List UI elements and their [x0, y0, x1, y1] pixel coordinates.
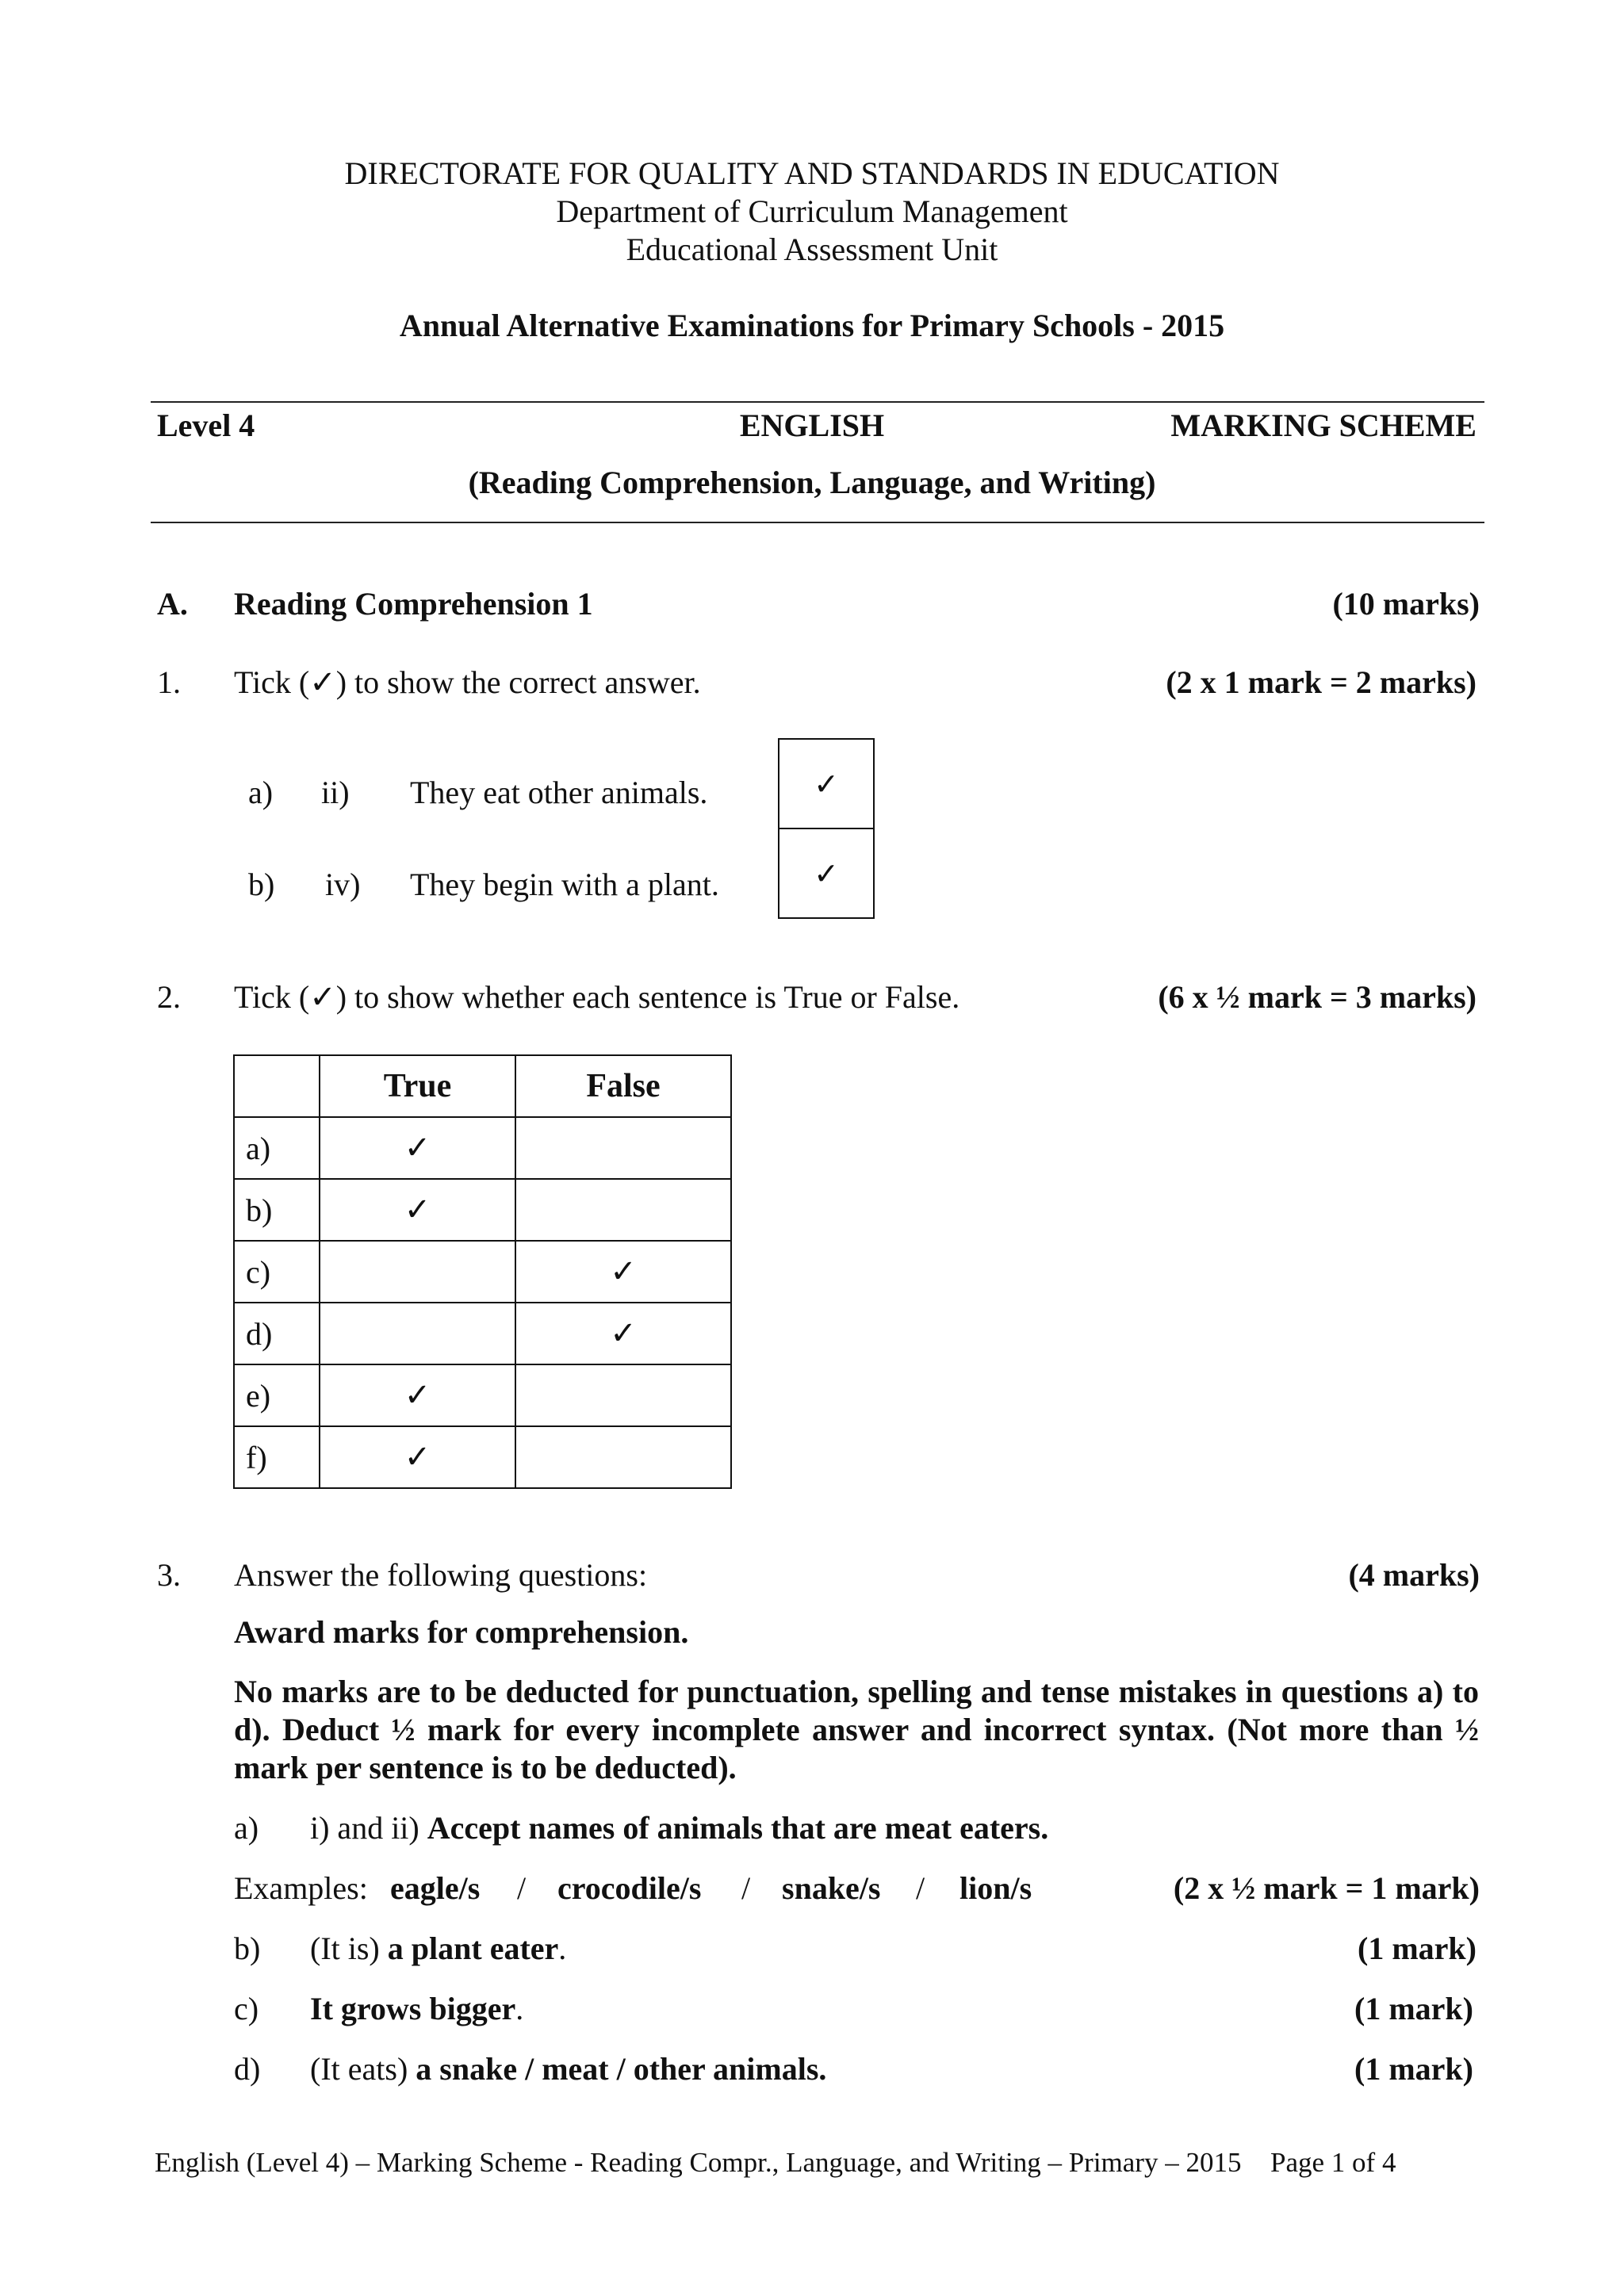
q1-number: 1.	[157, 664, 181, 700]
q3-marks: (4 marks)	[1348, 1557, 1480, 1593]
q3d-marks: (1 mark)	[1354, 2051, 1473, 2087]
example-item: crocodile/s	[557, 1870, 702, 1906]
q3b-suffix: .	[558, 1931, 567, 1966]
example-separator: /	[517, 1870, 527, 1906]
q3d-line	[310, 2051, 826, 2087]
example-separator: /	[916, 1870, 925, 1906]
award-note: Award marks for comprehension.	[234, 1614, 689, 1650]
q1-tick-box	[778, 738, 875, 829]
examples-label: Examples:	[234, 1870, 368, 1906]
bottom-rule	[151, 522, 1484, 523]
level-label: Level 4	[157, 408, 255, 443]
false-cell: ✓	[515, 1303, 731, 1364]
doc-type-label: MARKING SCHEME	[1170, 408, 1477, 443]
q1-answer-roman: ii)	[321, 775, 350, 810]
table-row	[234, 1179, 731, 1241]
true-cell	[320, 1241, 515, 1303]
deduction-note: No marks are to be deducted for punctuation, spelling and tense mistakes in questions a) to d). Deduct ½ mark for every incomplete answer and incorrect syntax. (Not more than ½ mark per sentence is to be deducted).	[234, 1674, 1479, 1785]
true-false-table	[233, 1054, 732, 1489]
top-rule	[151, 401, 1484, 403]
table-row	[234, 1364, 731, 1426]
q3-instruction: Answer the following questions:	[234, 1557, 648, 1593]
example-item: snake/s	[782, 1870, 881, 1906]
q3c-line	[310, 1991, 523, 2027]
q1-instruction: Tick (✓) to show the correct answer.	[234, 664, 701, 700]
q1-tick-box	[778, 828, 875, 919]
true-cell: ✓	[320, 1364, 515, 1426]
q3c-suffix: .	[515, 1991, 524, 2026]
q1-answer-letter: b)	[248, 867, 275, 902]
q1-marks: (2 x 1 mark = 2 marks)	[1166, 664, 1477, 700]
true-cell: ✓	[320, 1117, 515, 1179]
false-cell: ✓	[515, 1241, 731, 1303]
check-icon: ✓	[814, 855, 839, 891]
row-label: a)	[234, 1117, 320, 1179]
q3b-marks: (1 mark)	[1358, 1931, 1477, 1966]
table-row	[234, 1241, 731, 1303]
q3a-text: Accept names of animals that are meat eaters.	[427, 1810, 1049, 1846]
q2-instruction: Tick (✓) to show whether each sentence is True or False.	[234, 979, 960, 1015]
false-cell	[515, 1117, 731, 1179]
true-header: True	[320, 1055, 515, 1117]
true-cell	[320, 1303, 515, 1364]
row-label: f)	[234, 1426, 320, 1488]
true-cell: ✓	[320, 1426, 515, 1488]
q2-marks: (6 x ½ mark = 3 marks)	[1158, 979, 1477, 1015]
q1-answer-letter: a)	[248, 775, 274, 810]
q3a-line	[310, 1810, 1048, 1846]
exam-title: Annual Alternative Examinations for Primary Schools - 2015	[399, 308, 1225, 343]
example-item: eagle/s	[390, 1870, 481, 1906]
section-title: Reading Comprehension 1	[234, 586, 593, 622]
table-header-row	[234, 1055, 731, 1117]
table-row	[234, 1426, 731, 1488]
example-separator: /	[741, 1870, 751, 1906]
department-heading: Department of Curriculum Management	[556, 193, 1068, 229]
q3c-answer: It grows bigger	[310, 1991, 516, 2026]
false-cell	[515, 1426, 731, 1488]
directorate-heading: DIRECTORATE FOR QUALITY AND STANDARDS IN EDUCATION	[344, 155, 1280, 191]
q3c-marks: (1 mark)	[1354, 1991, 1473, 2026]
q3b-prefix: (It is)	[310, 1931, 380, 1966]
row-label: c)	[234, 1241, 320, 1303]
unit-heading: Educational Assessment Unit	[626, 232, 998, 267]
q1-answer-roman: iv)	[325, 867, 361, 902]
paper-subtitle: (Reading Comprehension, Language, and Writing)	[468, 465, 1156, 500]
table-row	[234, 1117, 731, 1179]
q3b-line	[310, 1931, 566, 1967]
table-row	[234, 1303, 731, 1364]
row-label: e)	[234, 1364, 320, 1426]
q3a-marks: (2 x ½ mark = 1 mark)	[1173, 1870, 1480, 1906]
section-marks: (10 marks)	[1332, 586, 1480, 622]
subject-label: ENGLISH	[739, 408, 885, 443]
check-icon: ✓	[814, 766, 839, 802]
q3a-prefix: i) and ii)	[310, 1810, 419, 1846]
false-header: False	[515, 1055, 731, 1117]
row-label: b)	[234, 1179, 320, 1241]
q3b-letter: b)	[234, 1931, 261, 1966]
footer-text: English (Level 4) – Marking Scheme - Reading Compr., Language, and Writing – Primary – 2015	[155, 2147, 1242, 2178]
q2-number: 2.	[157, 979, 181, 1015]
section-letter: A.	[157, 586, 188, 622]
q3d-letter: d)	[234, 2051, 261, 2087]
table-corner-cell	[234, 1055, 320, 1117]
q3d-prefix: (It eats)	[310, 2051, 408, 2087]
page-number: Page 1 of 4	[1270, 2147, 1396, 2178]
q3b-answer: a plant eater	[387, 1931, 559, 1966]
q3a-letter: a)	[234, 1810, 259, 1846]
false-cell	[515, 1364, 731, 1426]
q1-answer-text: They eat other animals.	[410, 775, 708, 810]
example-item: lion/s	[959, 1870, 1032, 1906]
false-cell	[515, 1179, 731, 1241]
q1-answer-text: They begin with a plant.	[410, 867, 719, 902]
row-label: d)	[234, 1303, 320, 1364]
q3-number: 3.	[157, 1557, 181, 1593]
q3c-letter: c)	[234, 1991, 259, 2026]
true-cell: ✓	[320, 1179, 515, 1241]
q3d-answer: a snake / meat / other animals.	[416, 2051, 827, 2087]
